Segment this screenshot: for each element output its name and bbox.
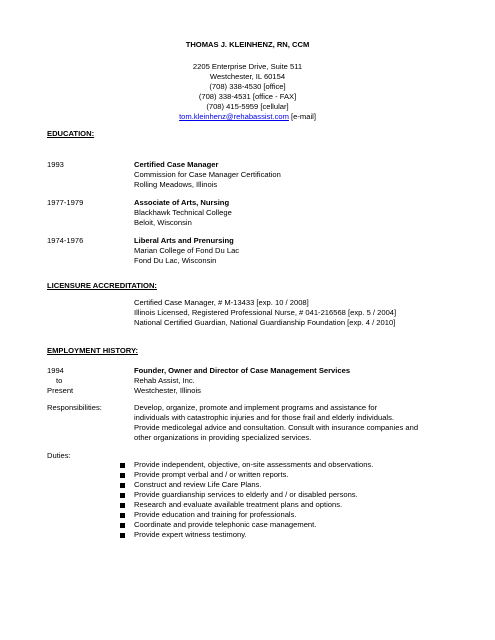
- square-bullet-icon: [120, 513, 125, 518]
- period-to: to: [56, 376, 63, 385]
- list-item: [120, 480, 460, 490]
- duty-text: Provide independent, objective, on-site assessments and observations.: [134, 460, 374, 469]
- education-location: Beloit, Wisconsin: [134, 218, 192, 227]
- list-item: [120, 490, 460, 500]
- period-start: 1994: [47, 366, 64, 375]
- list-item: [120, 520, 460, 530]
- responsibility-line: other organizations in providing specialized services.: [134, 433, 312, 442]
- licensure-list: [134, 298, 454, 328]
- duty-text: Provide prompt verbal and / or written reports.: [134, 470, 289, 479]
- education-years: 1974-1976: [47, 236, 84, 245]
- licensure-heading: LICENSURE ACCREDITATION:: [47, 281, 157, 290]
- education-heading: EDUCATION:: [47, 129, 95, 138]
- phone-fax: (708) 338-4531 [office - FAX]: [198, 92, 297, 101]
- period-end: Present: [47, 386, 74, 395]
- responsibilities-label: Responsibilities:: [47, 403, 102, 412]
- square-bullet-icon: [120, 493, 125, 498]
- employment-period: [47, 366, 133, 396]
- education-location: Fond Du Lac, Wisconsin: [134, 256, 217, 265]
- square-bullet-icon: [120, 473, 125, 478]
- education-degree: Associate of Arts, Nursing: [134, 198, 230, 207]
- phone-office: (708) 338-4530 [office]: [209, 82, 286, 91]
- education-institution: Blackhawk Technical College: [134, 208, 232, 217]
- list-item: [120, 510, 460, 520]
- list-item: [120, 530, 460, 540]
- education-years: 1993: [47, 160, 64, 169]
- company-name: Rehab Assist, Inc.: [134, 376, 195, 385]
- contact-header: [0, 40, 495, 122]
- phone-cellular: (708) 415-5959 [cellular]: [206, 102, 289, 111]
- education-location: Rolling Meadows, Illinois: [134, 180, 218, 189]
- duties-label: Duties:: [47, 451, 71, 460]
- licensure-item: Certified Case Manager, # M-13433 [exp. 10 / 2008]: [134, 298, 309, 307]
- duties-list: [120, 460, 460, 540]
- position-title: Founder, Owner and Director of Case Management Services: [134, 366, 351, 375]
- duty-text: Research and evaluate available treatment plans and options.: [134, 500, 343, 509]
- list-item: [120, 470, 460, 480]
- square-bullet-icon: [120, 523, 125, 528]
- duty-text: Construct and review Life Care Plans.: [134, 480, 262, 489]
- email-link[interactable]: tom.kleinhenz@rehabassist.com: [179, 112, 289, 121]
- company-location: Westchester, Illinois: [134, 386, 201, 395]
- address-line-1: 2205 Enterprise Drive, Suite 511: [192, 62, 303, 71]
- list-item: [120, 460, 460, 470]
- square-bullet-icon: [120, 463, 125, 468]
- education-years: 1977-1979: [47, 198, 84, 207]
- licensure-item: Illinois Licensed, Registered Professional Nurse, # 041-216568 [exp. 5 / 2004]: [134, 308, 397, 317]
- licensure-item: National Certified Guardian, National Guardianship Foundation [exp. 4 / 2010]: [134, 318, 396, 327]
- responsibility-line: individuals with catastrophic injuries and for those frail and elderly individuals.: [134, 413, 395, 422]
- education-degree: Certified Case Manager: [134, 160, 219, 169]
- employment-heading: EMPLOYMENT HISTORY:: [47, 346, 138, 355]
- responsibility-line: Provide medicolegal advice and consultation. Consult with insurance companies and: [134, 423, 419, 432]
- duty-text: Provide guardianship services to elderly and / or disabled persons.: [134, 490, 358, 499]
- square-bullet-icon: [120, 503, 125, 508]
- duty-text: Provide education and training for professionals.: [134, 510, 297, 519]
- square-bullet-icon: [120, 533, 125, 538]
- email-line: [0, 112, 495, 122]
- education-institution: Marian College of Fond Du Lac: [134, 246, 240, 255]
- duty-text: Coordinate and provide telephonic case management.: [134, 520, 317, 529]
- education-institution: Commission for Case Manager Certification: [134, 170, 281, 179]
- square-bullet-icon: [120, 483, 125, 488]
- address-line-2: Westchester, IL 60154: [209, 72, 286, 81]
- email-suffix: [e-mail]: [288, 112, 316, 121]
- duty-text: Provide expert witness testimony.: [134, 530, 247, 539]
- list-item: [120, 500, 460, 510]
- responsibility-line: Develop, organize, promote and implement programs and assistance for: [134, 403, 378, 412]
- person-name: THOMAS J. KLEINHENZ, RN, CCM: [185, 40, 310, 49]
- education-degree: Liberal Arts and Prenursing: [134, 236, 234, 245]
